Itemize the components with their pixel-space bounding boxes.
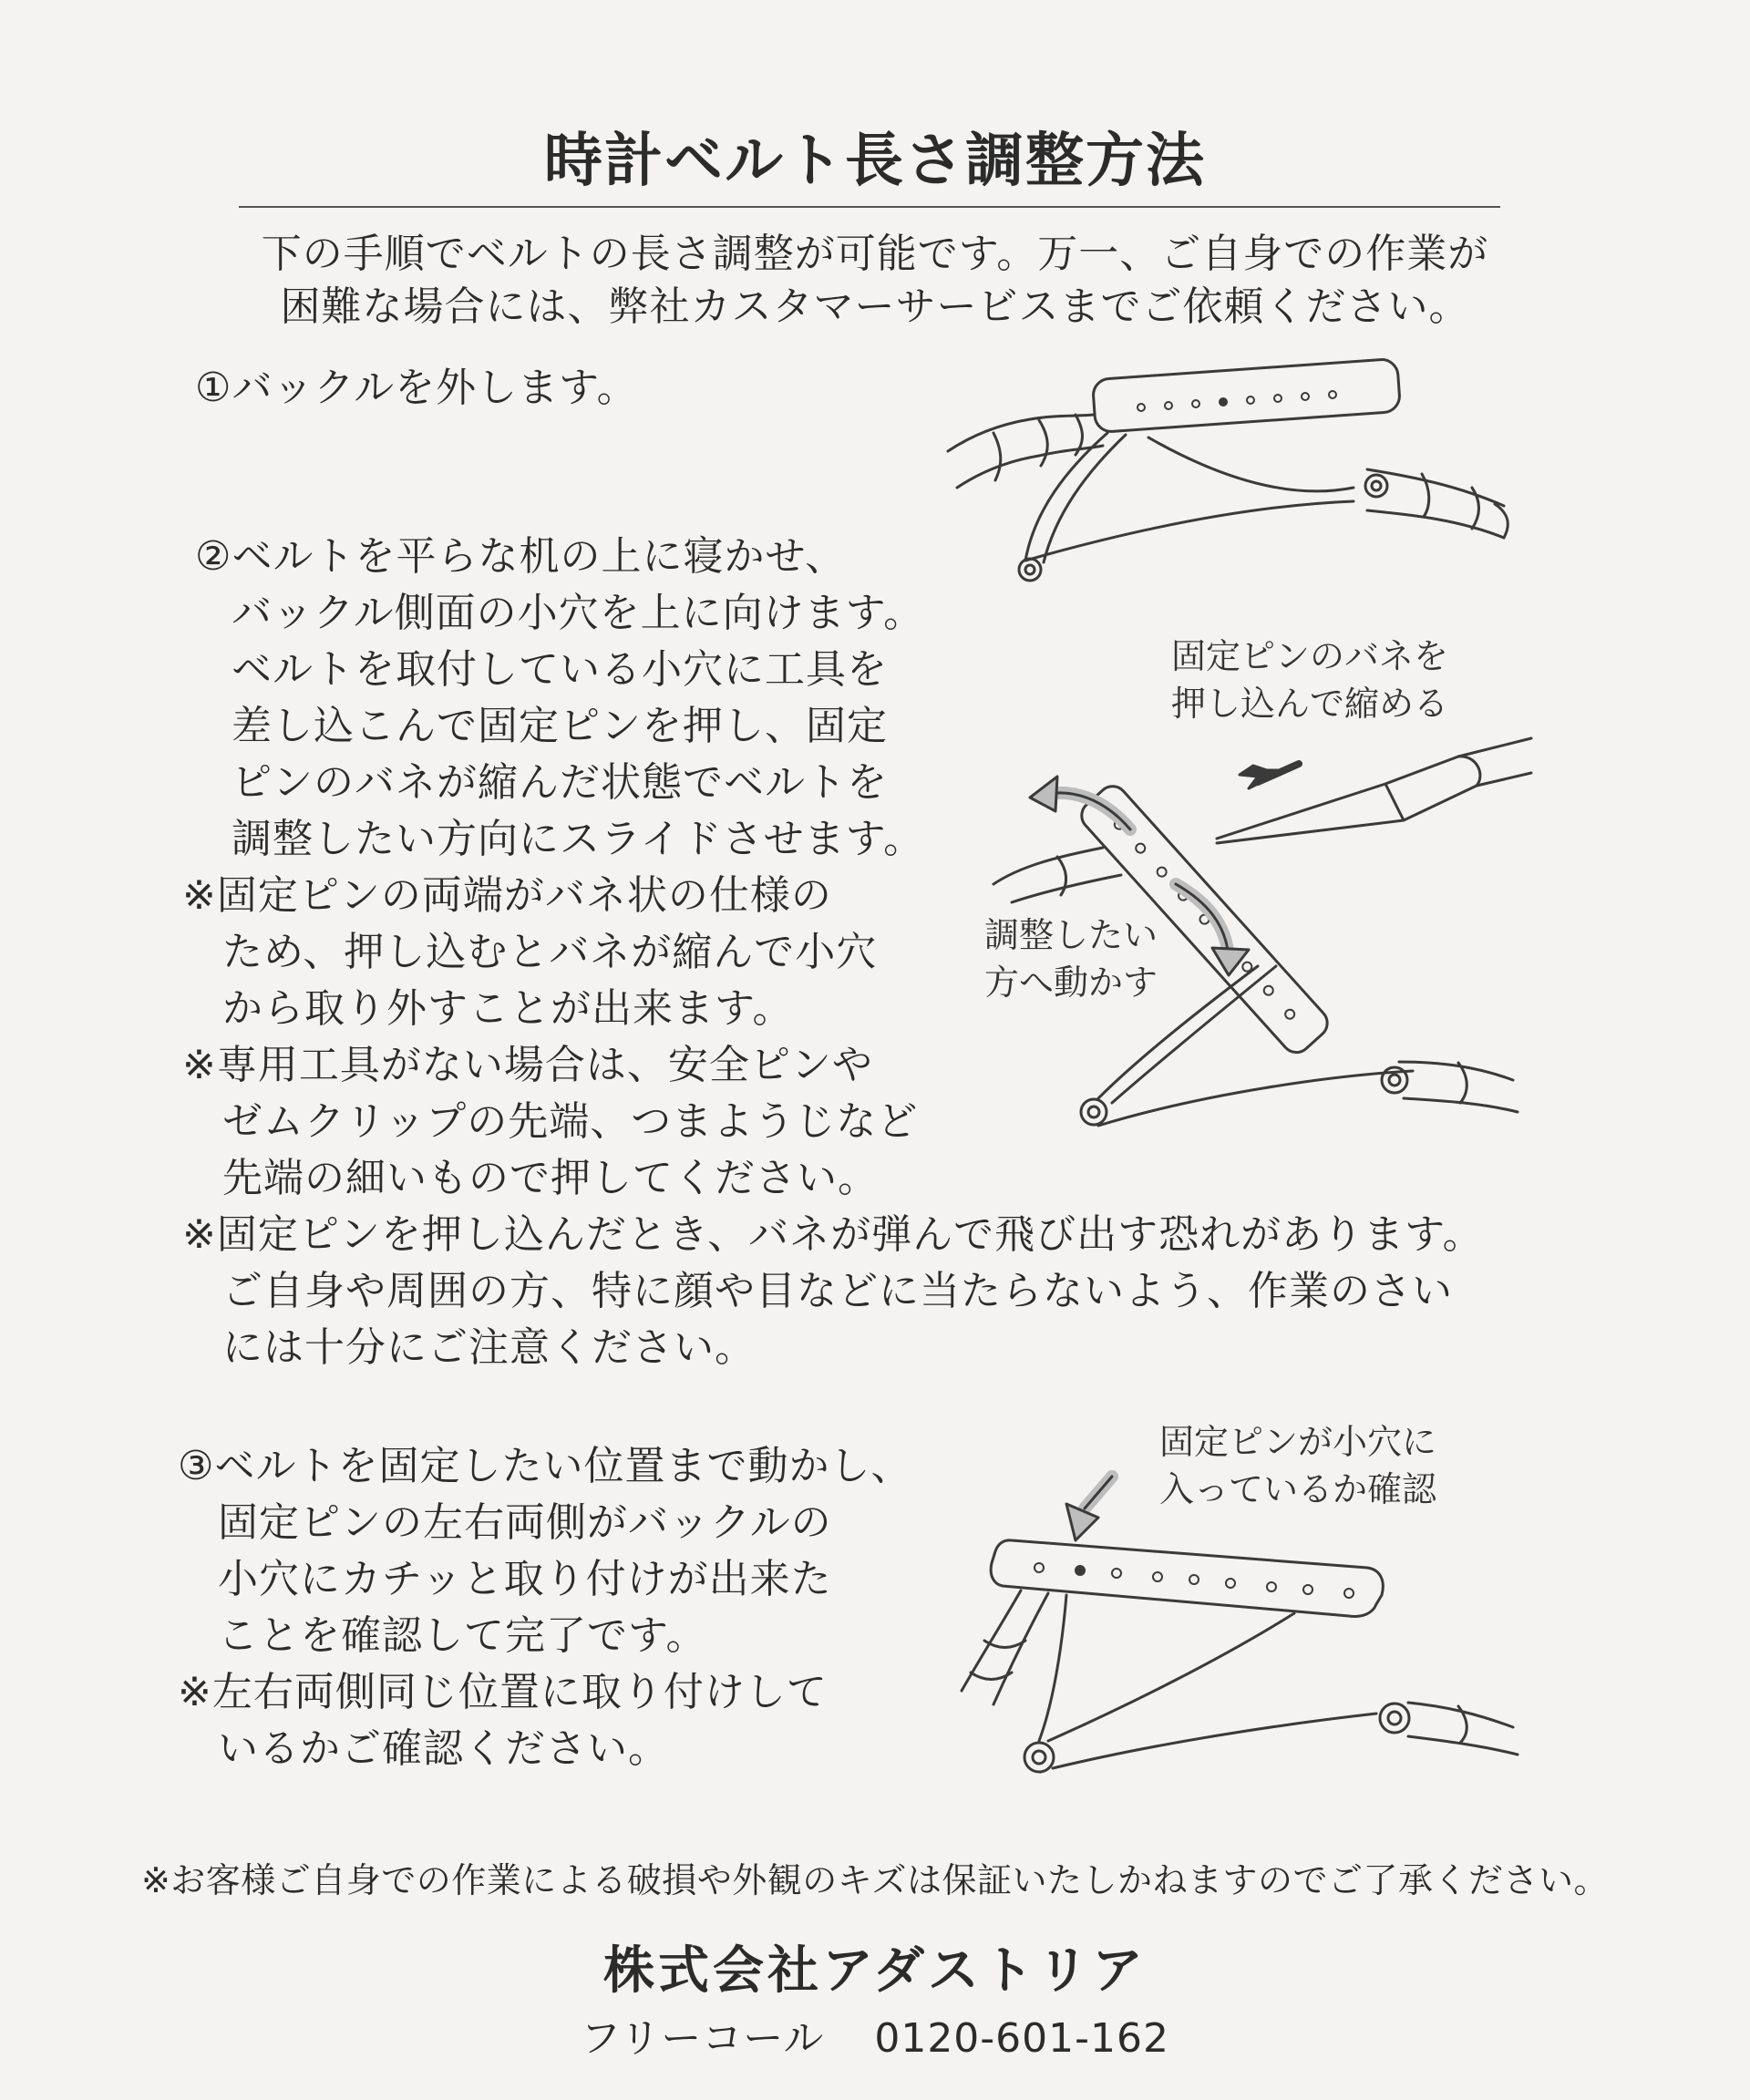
step3-line: ③ベルトを固定したい位置まで動かし、 xyxy=(178,1443,912,1489)
step2-instructions xyxy=(195,529,924,868)
page-title: 時計ベルト長さ調整方法 xyxy=(544,128,1206,195)
phone-number: 0120-601-162 xyxy=(874,2015,1170,2062)
step2-line: 差し込こんで固定ピンを押し、固定 xyxy=(232,703,888,749)
label-line: 固定ピンが小穴に xyxy=(1159,1422,1437,1462)
step2-note-tool xyxy=(182,1037,918,1207)
step2-line: バックル側面の小穴を上に向けます。 xyxy=(232,590,925,636)
note-line: いるかご確認ください。 xyxy=(218,1725,669,1772)
step2-line: ピンのバネが縮んだ状態でベルトを xyxy=(232,759,888,806)
label-line: 調整したい xyxy=(984,915,1158,955)
step2-note-warning xyxy=(182,1207,1484,1376)
step3-complete-illustration xyxy=(948,1467,1531,1796)
title-divider xyxy=(239,206,1500,208)
note-line: 先端の細いもので押してください。 xyxy=(222,1155,879,1201)
intro-line: 下の手順でベルトの長さ調整が可能です。万一、ご自身での作業が xyxy=(261,231,1489,277)
note-line: ※専用工具がない場合は、安全ピンや xyxy=(182,1042,873,1088)
step3-instructions xyxy=(178,1438,911,1664)
step3-line: 小穴にカチッと取り付けが出来た xyxy=(218,1556,832,1602)
phone-label: フリーコール xyxy=(580,2015,825,2062)
label-line: 固定ピンのバネを xyxy=(1171,636,1449,676)
note-line: には十分にご注意ください。 xyxy=(222,1324,756,1371)
step3-line: 固定ピンの左右両側がバックルの xyxy=(218,1499,832,1546)
note-line: ゼムクリップの先端、つまようじなど xyxy=(222,1098,919,1145)
note-line: ※固定ピンを押し込んだとき、バネが弾んで飛び出す恐れがあります。 xyxy=(182,1211,1484,1258)
note-line: ※左右両側同じ位置に取り付けして xyxy=(178,1669,828,1715)
label-line: 押し込んで縮める xyxy=(1171,684,1449,724)
phone-line xyxy=(0,2005,1750,2064)
step2-line: 調整したい方向にスライドさせます。 xyxy=(232,816,925,862)
label-line: 入っているか確認 xyxy=(1159,1469,1437,1509)
disclaimer: ※お客様ご自身での作業による破損や外観のキズは保証いたしかねますのでご了承ください。 xyxy=(140,1860,1610,1900)
note-line: ※固定ピンの両端がバネ状の仕様の xyxy=(182,872,832,919)
intro-line: 困難な場合には、弊社カスタマーサービスまでご依頼ください。 xyxy=(280,283,1470,330)
label-press-pin xyxy=(1171,633,1448,727)
step2-adjust-illustration xyxy=(984,720,1531,1148)
step3-note xyxy=(178,1664,828,1777)
step2-line: ベルトを取付している小穴に工具を xyxy=(232,646,888,693)
step1-text: ①バックルを外します。 xyxy=(195,365,638,411)
company-name: 株式会社アダストリア xyxy=(602,1941,1148,2001)
note-line: ため、押し込むとバネが縮んで小穴 xyxy=(222,929,878,975)
step2-line: ②ベルトを平らな机の上に寝かせ、 xyxy=(195,533,847,580)
step3-line: ことを確認して完了です。 xyxy=(218,1612,707,1659)
label-line: 方へ動かす xyxy=(984,962,1158,1003)
intro-text xyxy=(0,228,1750,334)
note-line: ご自身や周囲の方、特に顔や目などに当たらないよう、作業のさい xyxy=(222,1268,1453,1314)
step1-buckle-illustration xyxy=(939,351,1522,588)
step2-note-spring xyxy=(182,868,877,1037)
note-line: から取り外すことが出来ます。 xyxy=(222,985,794,1032)
